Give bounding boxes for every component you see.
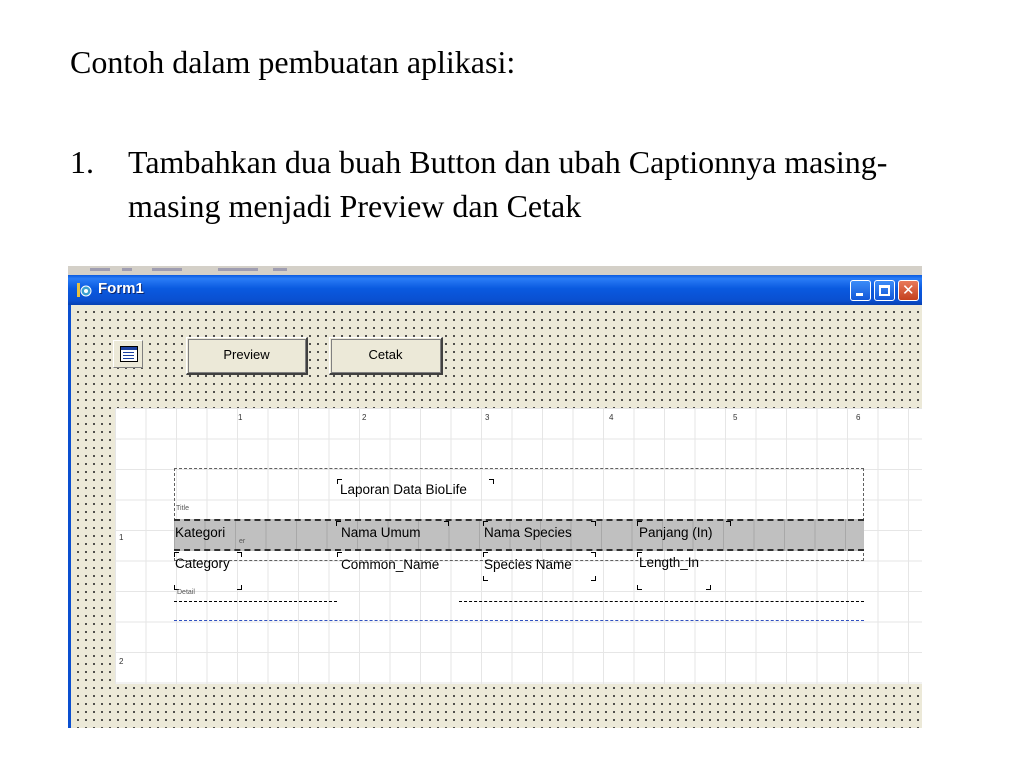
detail-field-length[interactable]: Length_In bbox=[639, 555, 700, 570]
vertical-ruler-mark: 2 bbox=[119, 657, 124, 666]
close-button[interactable] bbox=[898, 280, 919, 301]
title-band-label: Title bbox=[176, 505, 189, 512]
header-band-label: er bbox=[239, 538, 246, 545]
cetak-button[interactable]: Cetak bbox=[329, 337, 443, 375]
app-icon bbox=[76, 282, 92, 298]
preview-button[interactable]: Preview bbox=[186, 337, 308, 375]
ruler-mark: 3 bbox=[485, 413, 490, 422]
report-icon bbox=[120, 346, 138, 362]
report-designer[interactable] bbox=[115, 408, 922, 684]
detail-field-common-name[interactable]: Common_Name bbox=[341, 557, 440, 572]
form-designer-screenshot bbox=[68, 266, 922, 728]
step-number: 1. bbox=[70, 144, 94, 180]
ruler-mark: 2 bbox=[362, 413, 367, 422]
ruler-mark: 6 bbox=[856, 413, 861, 422]
report-component-button[interactable] bbox=[113, 340, 143, 368]
detail-field-category[interactable]: Category bbox=[175, 556, 230, 571]
detail-band-boundary bbox=[174, 620, 864, 621]
column-header-nama-umum[interactable]: Nama Umum bbox=[341, 525, 421, 540]
ruler-mark: 4 bbox=[609, 413, 614, 422]
column-header-panjang[interactable]: Panjang (In) bbox=[639, 525, 713, 540]
maximize-icon bbox=[879, 285, 890, 296]
close-icon: ✕ bbox=[902, 281, 915, 299]
window-titlebar[interactable] bbox=[68, 275, 922, 305]
vertical-ruler-mark: 1 bbox=[119, 533, 124, 542]
detail-field-species-name[interactable]: Species Name bbox=[484, 557, 572, 572]
detail-band-label: Detail bbox=[177, 589, 195, 596]
column-header-kategori[interactable]: Kategori bbox=[175, 525, 226, 540]
minimize-icon bbox=[856, 293, 863, 296]
ruler-mark: 1 bbox=[238, 413, 243, 422]
ruler-mark: 5 bbox=[733, 413, 738, 422]
report-title-label[interactable]: Laporan Data BioLife bbox=[340, 482, 467, 497]
column-header-nama-species[interactable]: Nama Species bbox=[484, 525, 572, 540]
window-title: Form1 bbox=[98, 280, 144, 297]
step-text: Tambahkan dua buah Button dan ubah Captionnya masing-masing menjadi Preview dan Cetak bbox=[128, 144, 888, 224]
slide-heading: Contoh dalam pembuatan aplikasi: bbox=[70, 44, 516, 80]
minimize-button[interactable] bbox=[850, 280, 871, 301]
maximize-button[interactable] bbox=[874, 280, 895, 301]
